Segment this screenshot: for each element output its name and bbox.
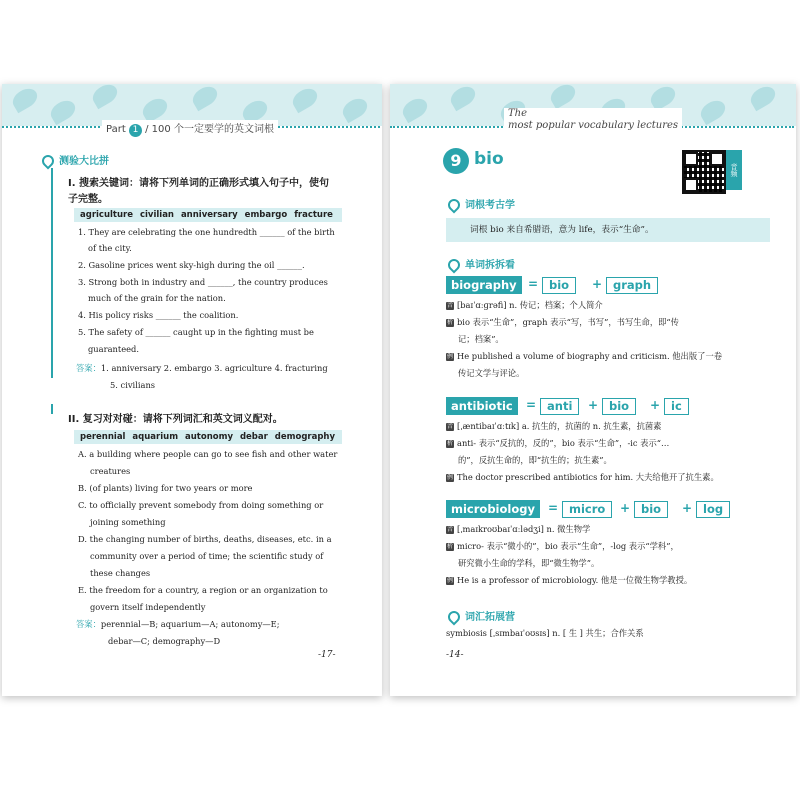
part-bio: bio [542,277,576,294]
section-title-origin: 词根考古学 [448,196,515,211]
term-biography: biography [446,276,522,294]
plus-sign: + [592,277,603,291]
running-header [102,120,278,137]
root-number-badge: 9 [443,148,469,174]
equals-sign: = [528,277,539,291]
part-micro: micro [562,501,612,518]
plus-sign: + [620,501,631,515]
q1-line: guaranteed. [88,344,139,354]
part-bio: bio [602,398,636,415]
analysis-line-cont: 的”，反抗生命的，即“抗生的；抗生素”。 [458,455,612,465]
section-title-split: 单词拆拆看 [448,256,515,271]
page-number: -17- [318,650,336,660]
example-line: 例 He is a professor of microbiology. 他是一位微生物学教授。 [446,575,693,585]
page-number: -14- [446,650,464,660]
q2-line: B. (of plants) living for two years or more [78,483,253,493]
plus-sign: + [588,398,599,412]
q2-answer-cont: debar—C; demography—D [108,636,221,646]
qr-code-icon[interactable] [682,150,726,194]
q1-answer: 答案：1. anniversary 2. embargo 3. agriculture 4. fracturing [76,363,328,373]
word-bank-2: perennial aquarium autonomy debar demography [74,430,342,444]
phonetic-line: 音 [baɪˈɑːɡrəfi] n. 传记；档案；个人简介 [446,300,603,310]
q2-line: govern itself independently [90,602,206,612]
q2-line: these changes [90,568,151,578]
analysis-icon: 析 [446,542,453,550]
location-pin-icon [40,153,57,170]
vertical-accent-bar [51,168,53,378]
question-1-title: I. 搜索关键词：请将下列单词的正确形式填入句子中，使句 [68,178,330,189]
question-1-title-cont: 子完整。 [68,194,108,205]
analysis-line-cont: 记；档案”。 [458,334,504,344]
plus-sign: + [650,398,661,412]
phonetic-line: 音 [ˌæntibaɪˈɑːtɪk] a. 抗生的，抗菌的 n. 抗生素，抗菌素 [446,421,662,431]
q1-line: of the city. [88,243,132,253]
phonetic-icon: 音 [446,301,453,309]
analysis-line: 析 micro- 表示“微小的”，bio 表示“生命”，-log 表示“学科”， [446,541,679,551]
part-number-icon: 1 [129,124,142,137]
example-line: 例 The doctor prescribed antibiotics for him. 大夫给他开了抗生素。 [446,472,719,482]
q2-line: A. a building where people can go to see fish and other water [78,449,338,459]
answer-label: 答案： [76,619,101,629]
audio-tab[interactable]: 音频 [726,150,742,190]
question-2-title: II. 复习对对碰：请将下列词汇和英文词义配对。 [68,414,283,425]
q1-line: 4. His policy risks ______ the coalition. [78,310,239,320]
root-title: bio [474,149,504,169]
q1-line: 3. Strong both in industry and ______, the country produces [78,277,328,287]
analysis-line-cont: 研究微小生命的学科，即“微生物学”。 [458,558,600,568]
equals-sign: = [548,501,559,515]
phonetic-line: 音 [ˌmaɪkroʊbaɪˈɑːlədʒi] n. 微生物学 [446,524,591,534]
section-title-expand: 词汇拓展营 [448,608,515,623]
running-header [504,108,682,132]
right-page [390,84,796,696]
q2-line: D. the changing number of births, deaths, diseases, etc. in a [78,534,332,544]
example-line: 例 He published a volume of biography and criticism. 他出版了一卷 [446,351,723,361]
part-log: log [696,501,730,518]
phonetic-icon: 音 [446,525,453,533]
example-icon: 例 [446,473,453,481]
expand-word: symbiosis [ˌsɪmbaɪˈoʊsɪs] n. [ 生 ] 共生；合作关系 [446,628,644,638]
location-pin-icon [446,609,463,626]
term-antibiotic: antibiotic [446,397,518,415]
header-subtitle: most popular vocabulary lectures [508,120,679,131]
q1-line: much of the grain for the nation. [88,293,226,303]
phonetic-icon: 音 [446,422,453,430]
q1-answer-cont: 5. civilians [110,380,156,390]
vertical-accent-bar [51,404,53,414]
example-icon: 例 [446,576,453,584]
term-microbiology: microbiology [446,500,540,518]
part-ic: ic [664,398,689,415]
part-graph: graph [606,277,658,294]
q2-line: joining something [90,517,166,527]
answer-label: 答案： [76,363,101,373]
q2-answer: 答案：perennial—B; aquarium—A; autonomy—E; [76,619,280,629]
section-title-quiz: 测验大比拼 [42,152,109,167]
location-pin-icon [446,257,463,274]
part-bio: bio [634,501,668,518]
location-pin-icon [446,197,463,214]
header-part-label: Part [106,124,126,135]
analysis-line: 析 bio 表示“生命”，graph 表示“写，书写”，书写生命，即“传 [446,317,679,327]
example-icon: 例 [446,352,453,360]
part-anti: anti [540,398,579,415]
plus-sign: + [682,501,693,515]
q1-line: 1. They are celebrating the one hundredth ______ of the birth [78,227,335,237]
q2-line: C. to officially prevent somebody from doing something or [78,500,324,510]
header-the: The [508,108,528,119]
q1-line: 2. Gasoline prices went sky-high during the oil ______. [78,260,305,270]
q2-line: E. the freedom for a country, a region or an organization to [78,585,328,595]
header-book-title: / 100 个一定要学的英文词根 [145,124,274,135]
analysis-icon: 析 [446,439,453,447]
q2-line: creatures [90,466,131,476]
equals-sign: = [526,398,537,412]
word-bank-1: agriculture civilian anniversary embargo fracture [74,208,342,222]
example-line-cont: 传记文学与评论。 [458,368,525,378]
left-page [2,84,382,696]
origin-text: 词根 bio 来自希腊语，意为 life，表示“生命”。 [446,218,770,242]
analysis-icon: 析 [446,318,453,326]
analysis-line: 析 anti- 表示“反抗的，反的”，bio 表示“生命”，-ic 表示“… [446,438,670,448]
q2-line: community over a period of time; the scientific study of [90,551,324,561]
q1-line: 5. The safety of ______ caught up in the fighting must be [78,327,314,337]
